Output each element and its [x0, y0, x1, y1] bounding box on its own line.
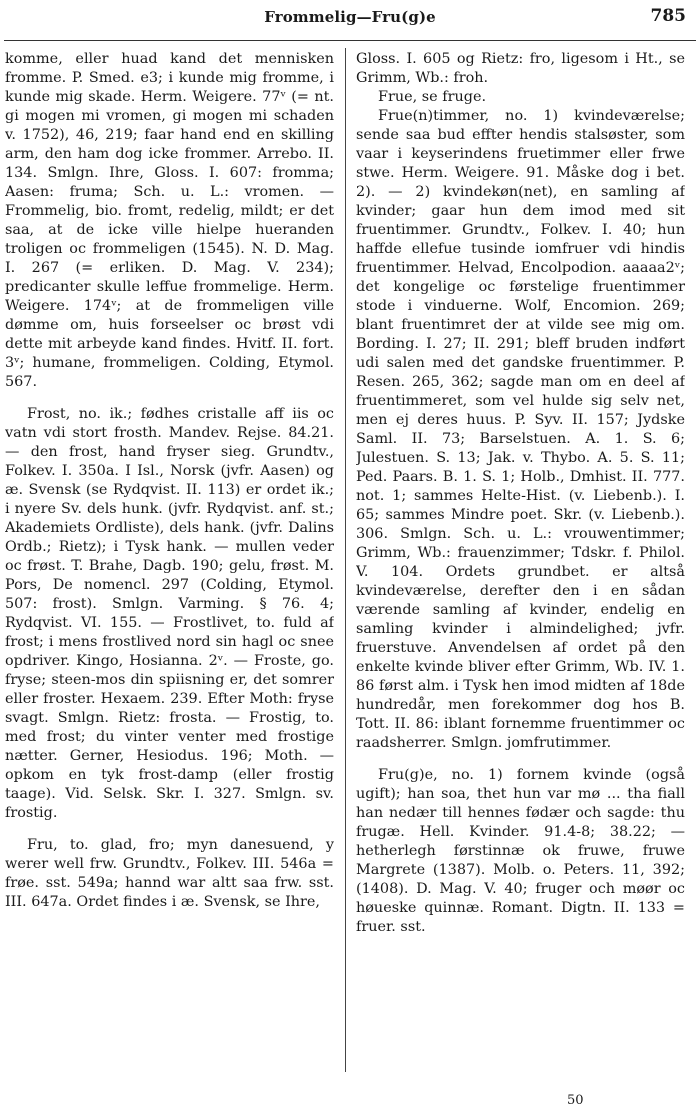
entry-paragraph: Gloss. I. 605 og Rietz: fro, ligesom i Ht., se Grimm, Wb.: froh. — [356, 51, 685, 86]
page-header — [0, 4, 700, 30]
header-rule — [4, 40, 696, 41]
signature-mark: 50 — [567, 1093, 584, 1108]
entry-paragraph: komme, eller huad kand det mennisken fromme. P. Smed. e3; i kunde mig fromme, i kunde mig skade. Herm. Weigere. 77ᵛ (= nt. gi mogen mi vromen, gi mogen mi schaden v. 1752), 46, 219; faar hand end en skilling arm, den ham dog icke frommer. Arrebo. II. 134. Smlgn. Ihre, Gloss. I. 607: fromma; Aasen: fruma; Sch. u. L.: vromen. — Frommelig, bio. fromt, redelig, mildt; er det saa, at de icke ville hielpe hueranden troligen oc frommeligen (1545). N. D. Mag. I. 267 (= erliken. D. Mag. V. 234); predicanter skulle leffue frommelige. Herm. Weigere. 174ᵛ; at de frommeligen ville dømme om, huis forseelser oc brøst vdi dette mit arbeyde kand findes. Hvitf. II. fort. 3ᵛ; humane, frommeligen. Colding, Etymol. 567. — [5, 51, 334, 390]
column-divider — [345, 48, 346, 1072]
entry-paragraph: Frue, se fruge. — [378, 89, 487, 105]
page-number: 785 — [650, 6, 686, 26]
entry-paragraph: Fru, to. glad, fro; myn danesuend, y werer well frw. Grundtv., Folkev. III. 546a = frøe. sst. 549a; hannd war altt saa frw. sst. III. 647a. Ordet findes i æ. Svensk, se Ihre, — [5, 837, 334, 910]
entry-paragraph: Frost, no. ik.; fødhes cristalle aff iis oc vatn vdi stort frosth. Mandev. Rejse. 84.21. — den frost, hand fryser sieg. Grundtv., Folkev. I. 350a. I Isl., Norsk (jvfr. Aasen) og æ. Svensk (se Rydqvist. II. 113) er ordet ik.; i nyere Sv. dels hunk. (jvfr. Rydqvist. anf. st.; Akademiets Ordliste), dels hank. (jvfr. Dalins Ordb.; Rietz); i Tysk hank. — mullen veder oc frøst. T. Brahe, Dagb. 190; gelu, frøst. M. Pors, De nomencl. 297 (Colding, Etymol. 507: frost). Smlgn. Varming. § 76. 4; Rydqvist. VI. 155. — Frostlivet, to. fuld af frost; i mens frostlived nord sin hagl oc snee opdriver. Kingo, Hosianna. 2ᵛ. — Froste, go. fryse; steen-mos din spiisning er, det somrer eller froster. Hexaem. 239. Efter Moth: fryse svagt. Smlgn. Rietz: frosta. — Frostig, to. med frost; du vinter venter med frostige nætter. Gerner, Hesiodus. 196; Moth. — opkom en tyk frost-damp (eller frostig taage). Vid. Selsk. Skr. I. 327. Smlgn. sv. frostig. — [5, 406, 334, 821]
right-column — [356, 50, 685, 1074]
entry-paragraph: Fru(g)e, no. 1) fornem kvinde (også ugift); han soa, thet hun var mø ... tha fiall han nedær till hennes fødær och sagde: thu frugæ. Hell. Kvinder. 91.4-8; 38.22; — hetherlegh førstinnæ ok fruwe, fruwe Margrete (1387). Molb. o. Peters. 11, 392; (1408). D. Mag. V. 40; fruger och møør oc høueske quinnæ. Romant. Digtn. II. 133 = fruer. sst. — [356, 767, 685, 935]
entry-paragraph: Frue(n)timmer, no. 1) kvindeværelse; sende saa bud effter hendis stalsøster, som vaar i keyserindens fruetimmer eller frwe stwe. Herm. Weigere. 91. Måske dog i bet. 2). — 2) kvindekøn(net), en samling af kvinder; gaar hun dem imod med sit fruentimmer. Grundtv., Folkev. I. 40; hun haffde ellefue tusinde iomfruer vdi hindis fruentimmer. Helvad, Encolpodion. aaaaa2ᵛ; det kongelige oc førstelige fruentimmer stode i vinduerne. Wolf, Encomion. 269; blant fruentimret der at vilde see mig om. Bording. I. 27; II. 291; bleff bruden indført udi salen med det gandske fruentimmer. P. Resen. 265, 362; sagde man om en deel af fruentimmeret, som vel hulde sig selv net, men ej deres huus. P. Syv. II. 157; Jydske Saml. II. 73; Barselstuen. A. 1. S. 6; Julestuen. S. 13; Jak. v. Thybo. A. 5. S. 11; Ped. Paars. B. 1. S. 1; Holb., Dmhist. II. 777. not. 1; sammes Helte-Hist. (v. Liebenb.). I. 65; sammes Mindre poet. Skr. (v. Liebenb.). 306. Smlgn. Sch. u. L.: vrouwentimmer; Grimm, Wb.: frauenzimmer; Tdskr. f. Philol. V. 104. Ordets grundbet. er altså kvindeværelse, derefter den i en sådan værende samling af kvinder, endelig en samling kvinder i almindelighed; jvfr. fruerstuve. Anvendelsen af ordet på den enkelte kvinde bliver efter Grimm, Wb. IV. 1. 86 først alm. i Tysk hen imod midten af 18de hundredår, men forekommer dog hos B. Tott. II. 86: iblant fornemme fruentimmer oc raadsherrer. Smlgn. jomfrutimmer. — [356, 108, 685, 751]
running-head: Frommelig—Fru(g)e — [264, 8, 436, 26]
left-column — [5, 50, 334, 1074]
